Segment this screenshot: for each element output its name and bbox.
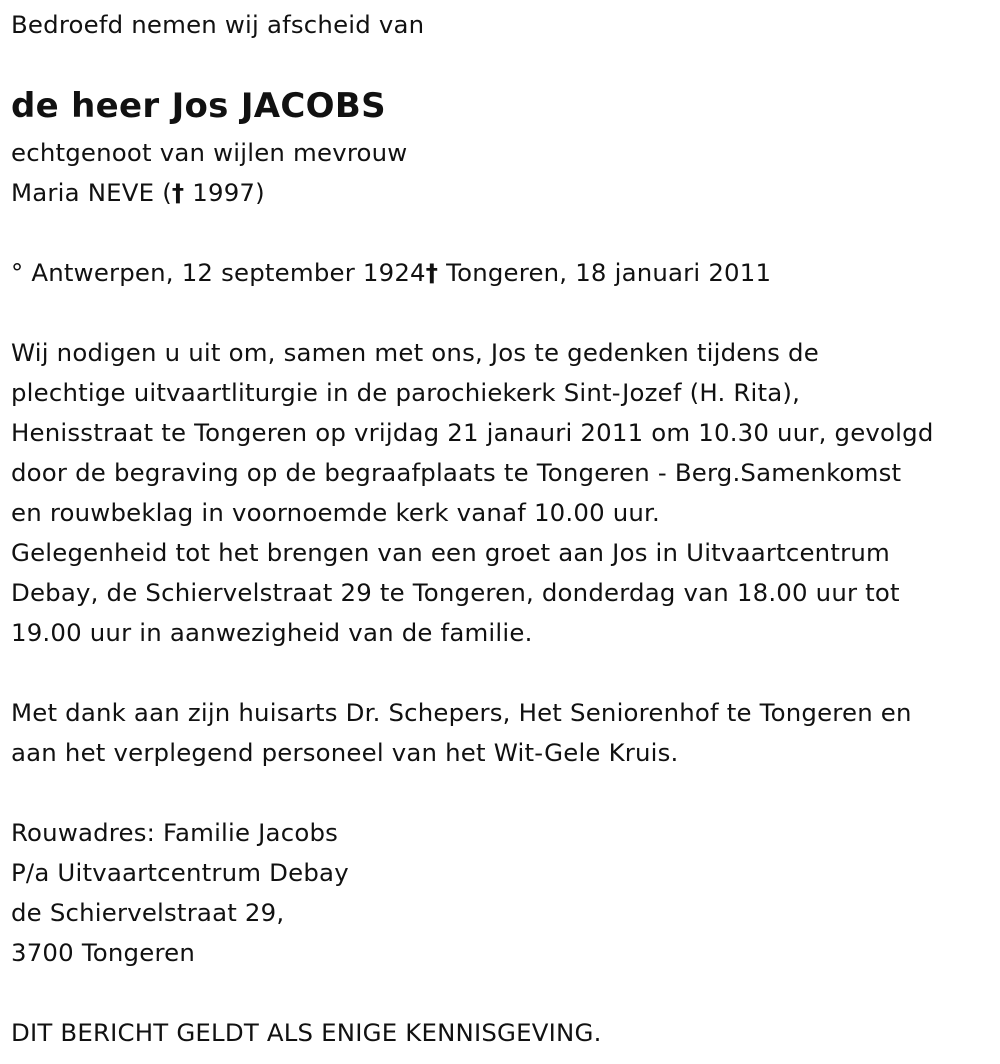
address-line: P/a Uitvaartcentrum Debay (11, 858, 349, 887)
invitation-line: 19.00 uur in aanwezigheid van de familie. (11, 618, 533, 647)
cross-icon: † (425, 258, 439, 287)
address-line: Rouwadres: Familie Jacobs (11, 818, 339, 847)
invitation-line: Henisstraat te Tongeren op vrijdag 21 janauri 2011 om 10.30 uur, gevolgd (11, 418, 934, 447)
dates-line (11, 253, 771, 293)
spouse-line (11, 173, 265, 213)
address-line: de Schiervelstraat 29, (11, 898, 285, 927)
death-date: Tongeren, 18 januari 2011 (438, 258, 772, 287)
address-line: 3700 Tongeren (11, 938, 196, 967)
invitation-line: plechtige uitvaartliturgie in de parochiekerk Sint-Jozef (H. Rita), (11, 378, 801, 407)
thanks-line: Met dank aan zijn huisarts Dr. Schepers, Het Seniorenhof te Tongeren en (11, 698, 912, 727)
invitation-line: door de begraving op de begraafplaats te Tongeren - Berg.Samenkomst (11, 458, 902, 487)
notice-text: DIT BERICHT GELDT ALS ENIGE KENNISGEVING. (11, 1018, 602, 1047)
thanks-line: aan het verplegend personeel van het Wit-Gele Kruis. (11, 738, 679, 767)
invitation-line: Gelegenheid tot het brengen van een groet aan Jos in Uitvaartcentrum (11, 538, 890, 567)
invitation-line: en rouwbeklag in voornoemde kerk vanaf 10.00 uur. (11, 498, 660, 527)
invitation-line: Wij nodigen u uit om, samen met ons, Jos te gedenken tijdens de (11, 338, 819, 367)
deceased-name: de heer Jos JACOBS (11, 86, 386, 126)
invitation-line: Debay, de Schiervelstraat 29 te Tongeren, donderdag van 18.00 uur tot (11, 578, 900, 607)
cross-icon: † (171, 178, 185, 207)
birth-marker: ° (11, 258, 24, 287)
intro-text: Bedroefd nemen wij afscheid van (11, 10, 425, 39)
spouse-death-open: ( (162, 178, 172, 207)
spouse-death-year: 1997) (184, 178, 265, 207)
relation-text: echtgenoot van wijlen mevrouw (11, 138, 408, 167)
spouse-name: Maria NEVE (11, 178, 155, 207)
birth-date: Antwerpen, 12 september 1924 (23, 258, 426, 287)
